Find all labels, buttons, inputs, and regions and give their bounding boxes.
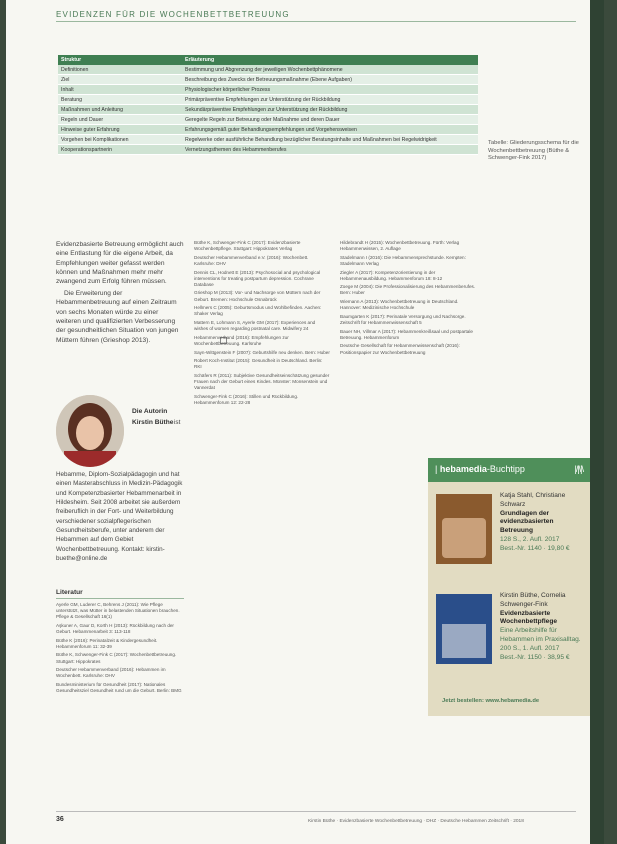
barcode-icon: |/|\|\ (574, 464, 583, 474)
reference-item: Büthe K, Schwenger-Fink C (2017): Evidenzbasierte Wochenbettpflege. Stuttgart: Hippokrates Verlag (194, 240, 301, 252)
reference-item: Zoege M (2004): Die Professionalisierung des Hebammenberufes. Bern: Huber (340, 284, 476, 296)
structure-table (58, 55, 478, 155)
reference-item: Bauer NH, Villmar A (2017): Hebammenkreißsaal und postpartale Betreuung. Hebammenforum (340, 328, 473, 340)
book-details: 128 S., 2. Aufl. 2017 (500, 536, 560, 544)
book-title: Grundlagen der evidenzbasierten Betreuung (500, 509, 554, 535)
paragraph: Evidenzbasierte Betreuung ermöglicht auch eine Entlastung für die eigene Arbeit, da Empfehlungen weiter gefasst werden können und Maßnahmen mehr mehr zwangend zum Erfolg führen müssen. (56, 241, 184, 286)
book-info (500, 492, 588, 554)
table-cell-explanation: Physiologischer körperlicher Prozess (182, 85, 478, 95)
table-cell-explanation: Erfahrungsgemäß guter Behandlungsempfehlungen und Vorgehensweisen (182, 125, 478, 135)
reference-item: Schäfers R (2011): Subjektive Gesundheitseinschätzung gesunder Frauen nach der Geburt eines Kindes. Münster: Monsenstein und Vannerdat (194, 373, 330, 391)
reference-item: Schwenger-Fink C (2016): Stillen und Rückbildung. Hebammenforum 12: 22-28 (194, 393, 299, 406)
literature-heading: Literatur (56, 589, 83, 596)
table-row (58, 125, 478, 135)
reference-item: Wiemann A (2013): Wochenbettbetreuung in Deutschland. Hannover: Medizinische Hochschule (340, 299, 459, 311)
table-cell-explanation: Sekundärpräventive Empfehlungen zur Unterstützung der Rückbildung (182, 105, 478, 115)
table-caption: Tabelle: Gliederungsschema für die Wochenbettbetreuung (Büthe & Schwenger-Fink 2017) (488, 140, 579, 162)
book-authors: Katja Stahl, Christiane Schwarz (500, 492, 566, 508)
author-heading: Die Autorin (132, 408, 168, 415)
reference-item: Grieshop M (2013): Vor- und Nachsorge von Müttern nach der Geburt. Bremen: Hochschule Osnabrück (194, 290, 321, 302)
table-row (58, 135, 478, 145)
table-cell-explanation: Primärpräventive Empfehlungen zur Unterstützung der Rückbildung (182, 95, 478, 105)
reference-item: Deutscher Hebammenverband e.V. (2016): Wochenbett. Karlsruhe: DHV (194, 254, 309, 266)
book-title: Evidenzbasierte Wochenbettpflege (500, 609, 558, 626)
table-row (58, 105, 478, 115)
reference-item: Büthe K (2016): Perinatalzeit & Kindergesundheit. Hebammenforum 11: 32-39 (56, 637, 158, 649)
footer-rule (56, 811, 576, 812)
references-column-2 (194, 240, 330, 409)
reference-item: Sayn-Wittgenstein F (2007): Geburtshilfe neu denken. Bern: Huber (194, 349, 330, 355)
book-cover[interactable] (436, 594, 492, 664)
literature-rule (56, 598, 184, 599)
book-info (500, 592, 588, 663)
reference-item: Deutscher Hebammenverband (2016): Hebammen im Wochenbett. Karlsruhe: DHV (56, 667, 166, 679)
table-cell-explanation: Regelwerke oder ausführliche Behandlung bezüglicher Beratungsinhalte und Maßnahmen bei Regelwidrigkeit (182, 135, 478, 145)
advert-footer: Jetzt bestellen: www.hebamedia.de (442, 698, 540, 704)
author-name: Kirstin Büthe (132, 419, 174, 426)
table-header: Erläuterung (182, 55, 478, 65)
reference-item: Stadelmann I (2016): Die Hebammensprechstunde. Kempten: Stadelmann Verlag (340, 254, 466, 266)
reference-item: Ayerle GM, Luderer C, Behrens J (2011): Wie Pflege unterstützt, was Mütter in belastenden Situationen brauchen. Pflege & Gesellschaft 16(1) (56, 602, 180, 620)
reference-item: Hebammenverband (2016): Empfehlungen zur Wochenbettbetreuung. Karlsruhe (194, 334, 289, 346)
reference-item: Hildebrandt H (2015): Wochenbettbetreuung. Fürth: Verlag Hebammenwissen, 2. Auflage (340, 240, 460, 252)
table-cell-explanation: Beschreibung des Zwecks der Betreuungsmaßnahme (Ebene Aufgaben) (182, 75, 478, 85)
book-advert (428, 458, 590, 716)
table-cell-structure: Hinweise guter Erfahrung (58, 125, 182, 135)
table-cell-structure: Kooperationspartnerin (58, 145, 182, 155)
reference-item: Ziegler A (2017): Kompetenzorientierung in der Hebammenausbildung. Hebammenforum 18: 8-12 (340, 269, 443, 281)
references-column-3 (340, 240, 480, 358)
table-row (58, 65, 478, 75)
page (6, 0, 604, 844)
table-cell-structure: Inhalt (58, 85, 182, 95)
author-bio: Hebamme, Diplom-Sozialpädagogin und hat einen Masterabschluss in Medizin-Pädagogik und Kompetenzbasierter Hebammenarbeit in Hildesheim. Seit 2008 arbeitet sie außerdem freiberuflich in der Fort- und Weiterbildung verschiedener sozialpflegerischen Gesundheitsberufe, unter anderem der Hebammen auf dem Gebiet Wochenbettbetreuung. Kontakt: kirstin-buethe@online.de (56, 471, 183, 562)
advert-banner (428, 458, 590, 482)
page-footer: Kirstin Büthe · Evidenzbasierte Wochenbettbetreuung · DHZ · Deutsche Hebammen Zeitschrift · 2018 (308, 819, 524, 824)
shop-link[interactable]: www.hebamedia.de (485, 698, 540, 704)
reference-item: Hellmers C (2005): Geburtsmodus und Wohlbefinden. Aachen: Shaker Verlag (194, 305, 322, 317)
table-row (58, 85, 478, 95)
advert-title: | hebamedia-Buchtipp (435, 464, 525, 474)
table-cell-explanation: Bestimmung und Abgrenzung der jeweiligen Wochenbettphänomene (182, 65, 478, 75)
table-cell-structure: Regeln und Dauer (58, 115, 182, 125)
author-lead: ist (174, 419, 181, 426)
table-row (58, 145, 478, 155)
reference-item: Aşkuner A, Gaur D, Korth H (2013): Rückbildung nach der Geburt. Hebammenarbeit 3: 113-118 (56, 622, 174, 635)
table-cell-explanation: Vernetzungsthemen des Hebammenberufes (182, 145, 478, 155)
paragraph: Die Erweiterung der Hebammenbetreuung auf einen Zeitraum von sechs Monaten würde zu einer weiteren und qualifizierten Verbesserung der gesundheitlichen Situation von jungen Müttern führen (Grieshop 2013). (56, 289, 179, 344)
table-cell-structure: Beratung (58, 95, 182, 105)
reference-item: Baumgarten K (2017): Perinatale Versorgung und Nachsorge. Zeitschrift für Hebammenwissenschaft 5 (340, 313, 466, 326)
table-row (58, 95, 478, 105)
book-details: Eine Arbeitshilfe für Hebammen im Praxisalltag. 200 S., 1. Aufl. 2017 (500, 627, 581, 652)
reference-item: Bundesministerium für Gesundheit (2017): Nationales Gesundheitsziel Gesundheit rund um die Geburt. Berlin: BMG (56, 682, 182, 694)
book-authors: Kirstin Büthe, Cornelia Schwenger-Fink (500, 592, 566, 608)
reference-item: Deutsche Gesellschaft für Hebammenwissenschaft (2016): Positionspapier zur Wochenbettbetreuung (340, 343, 460, 355)
section-header: EVIDENZEN FÜR DIE WOCHENBETTBETREUUNG (56, 10, 290, 19)
table-cell-structure: Ziel (58, 75, 182, 85)
table-row (58, 115, 478, 125)
table-cell-explanation: Geregelte Regeln zur Betreuung oder Maßnahme und deren Dauer (182, 115, 478, 125)
body-text (56, 240, 184, 347)
table-cell-structure: Vorgehen bei Komplikationen (58, 135, 182, 145)
references-column-1 (56, 602, 184, 697)
author-photo (56, 395, 124, 467)
reference-item: Dennis CL, Hodnett E (2013): Psychosocial and psychological interventions for treating postpartum depression. Cochrane Database (194, 269, 321, 287)
page-number: 36 (56, 816, 64, 823)
table-row (58, 75, 478, 85)
reference-item: Büthe K, Schwenger-Fink C (2017): Wochenbettbetreuung. Stuttgart: Hippokrates (56, 652, 177, 664)
table-header: Struktur (58, 55, 182, 65)
table-cell-structure: Definitionen (58, 65, 182, 75)
table-cell-structure: Maßnahmen und Anleitung (58, 105, 182, 115)
book-cover[interactable] (436, 494, 492, 564)
book-price: Best.-Nr. 1150 · 38,95 € (500, 653, 570, 661)
reference-item: Mattern E, Lohmann S, Ayerle GM (2017): Experiences and wishes of women regarding postnatal care. Midwifery 24 (194, 320, 316, 332)
book-price: Best.-Nr. 1140 · 19,80 € (500, 544, 570, 552)
page-edge (590, 0, 604, 844)
reference-item: Robert Koch-Institut (2015): Gesundheit in Deutschland. Berlin: RKI (194, 358, 323, 370)
header-rule (56, 21, 576, 22)
